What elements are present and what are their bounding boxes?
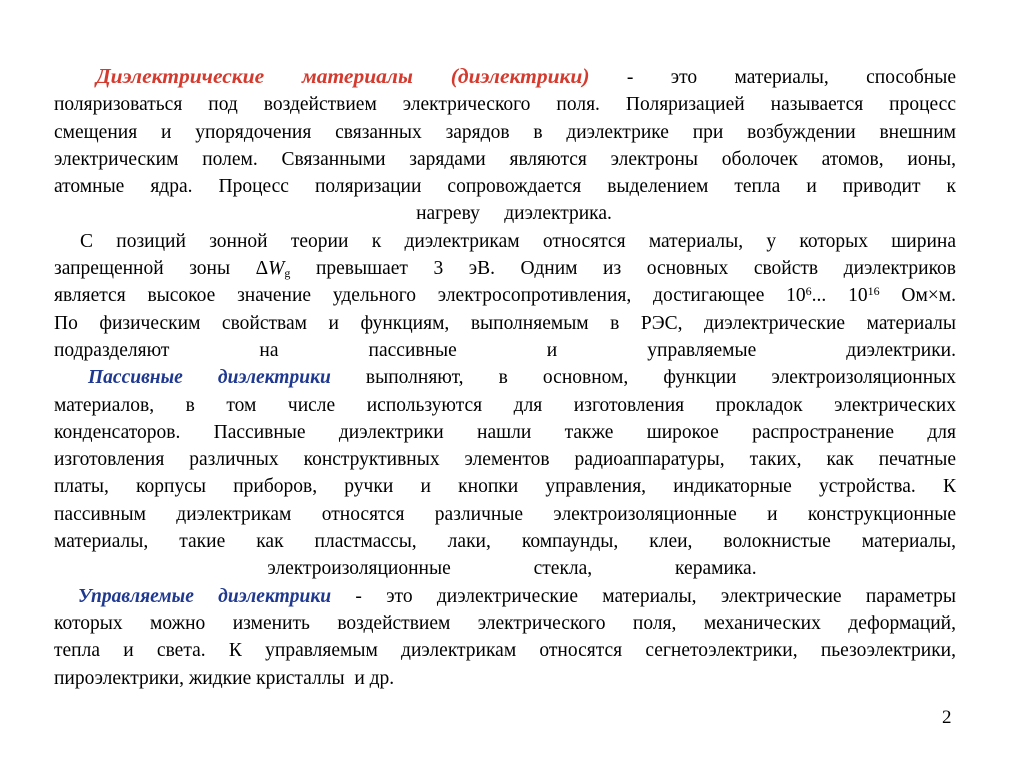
p1-line-6: нагреву диэлектрика. [416, 203, 612, 225]
p3-line-6: пассивным диэлектрикам относятся различные электроизоляционные и конструкционные [54, 503, 956, 525]
p4-line-1: Управляемые диэлектрики - это диэлектрические материалы, электрические параметры [78, 585, 956, 607]
p3-line-3: конденсаторов. Пассивные диэлектрики нашли также широкое распространение для [54, 421, 956, 443]
term-controlled-dielectrics: Управляемые диэлектрики [78, 585, 332, 607]
p2-line-2: запрещенной зоны $\Delta W_g$ превышает 3 эВ. Одним из основных свойств диэлектриков [54, 258, 957, 281]
term-dielectric-materials: Диэлектрические материалы (диэлектрики) [96, 64, 590, 88]
p3-line-2: материалов, в том числе используются для изготовления прокладок электрических [54, 394, 956, 416]
p3-line-5: платы, корпусы приборов, ручки и кнопки управления, индикаторные устройства. К [54, 476, 956, 498]
p1-line-2: поляризоваться под воздействием электрического поля. Поляризацией называется процесс [54, 94, 956, 116]
p4-line-2: которых можно изменить воздействием электрического поля, механических деформаций, [54, 612, 956, 634]
p4-line-4: пироэлектрики, жидкие кристаллы и др. [54, 667, 395, 689]
p1-line-3: смещения и упорядочения связанных зарядов в диэлектрике при возбуждении внешним [54, 121, 956, 143]
term-passive-dielectrics: Пассивные диэлектрики [88, 367, 331, 389]
slide-body [54, 63, 956, 692]
p2-line-3: является высокое значение удельного электросопротивления, достигающее $10^6$... $10^{16}$ Ом×м. [54, 284, 956, 307]
p3-line-1: Пассивные диэлектрики выполняют, в основном, функции электроизоляционных [88, 367, 956, 389]
p2-line-1: С позиций зонной теории к диэлектрикам относятся материалы, у которых ширина [80, 230, 956, 252]
p2-line-5: подразделяют на пассивные и управляемые диэлектрики. [54, 339, 956, 361]
p3-line-7: материалы, такие как пластмассы, лаки, компаунды, клеи, волокнистые материалы, [54, 531, 956, 553]
p2-line-4: По физическим свойствам и функциям, выполняемым в РЭС, диэлектрические материалы [54, 312, 956, 334]
p4-line-3: тепла и света. К управляемым диэлектрикам относятся сегнетоэлектрики, пьезоэлектрики, [54, 640, 956, 662]
p1-line-1: Диэлектрические материалы (диэлектрики) - это материалы, способные [96, 64, 956, 88]
p3-line-4: изготовления различных конструктивных элементов радиоаппаратуры, таких, как печатные [54, 449, 956, 471]
p1-line-5: атомные ядра. Процесс поляризации сопровождается выделением тепла и приводит к [54, 176, 956, 198]
page-number: 2 [942, 707, 952, 728]
p3-line-8: электроизоляционные стекла, керамика. [267, 558, 757, 580]
p1-line-4: электрическим полем. Связанными зарядами являются электроны оболочек атомов, ионы, [54, 148, 956, 170]
